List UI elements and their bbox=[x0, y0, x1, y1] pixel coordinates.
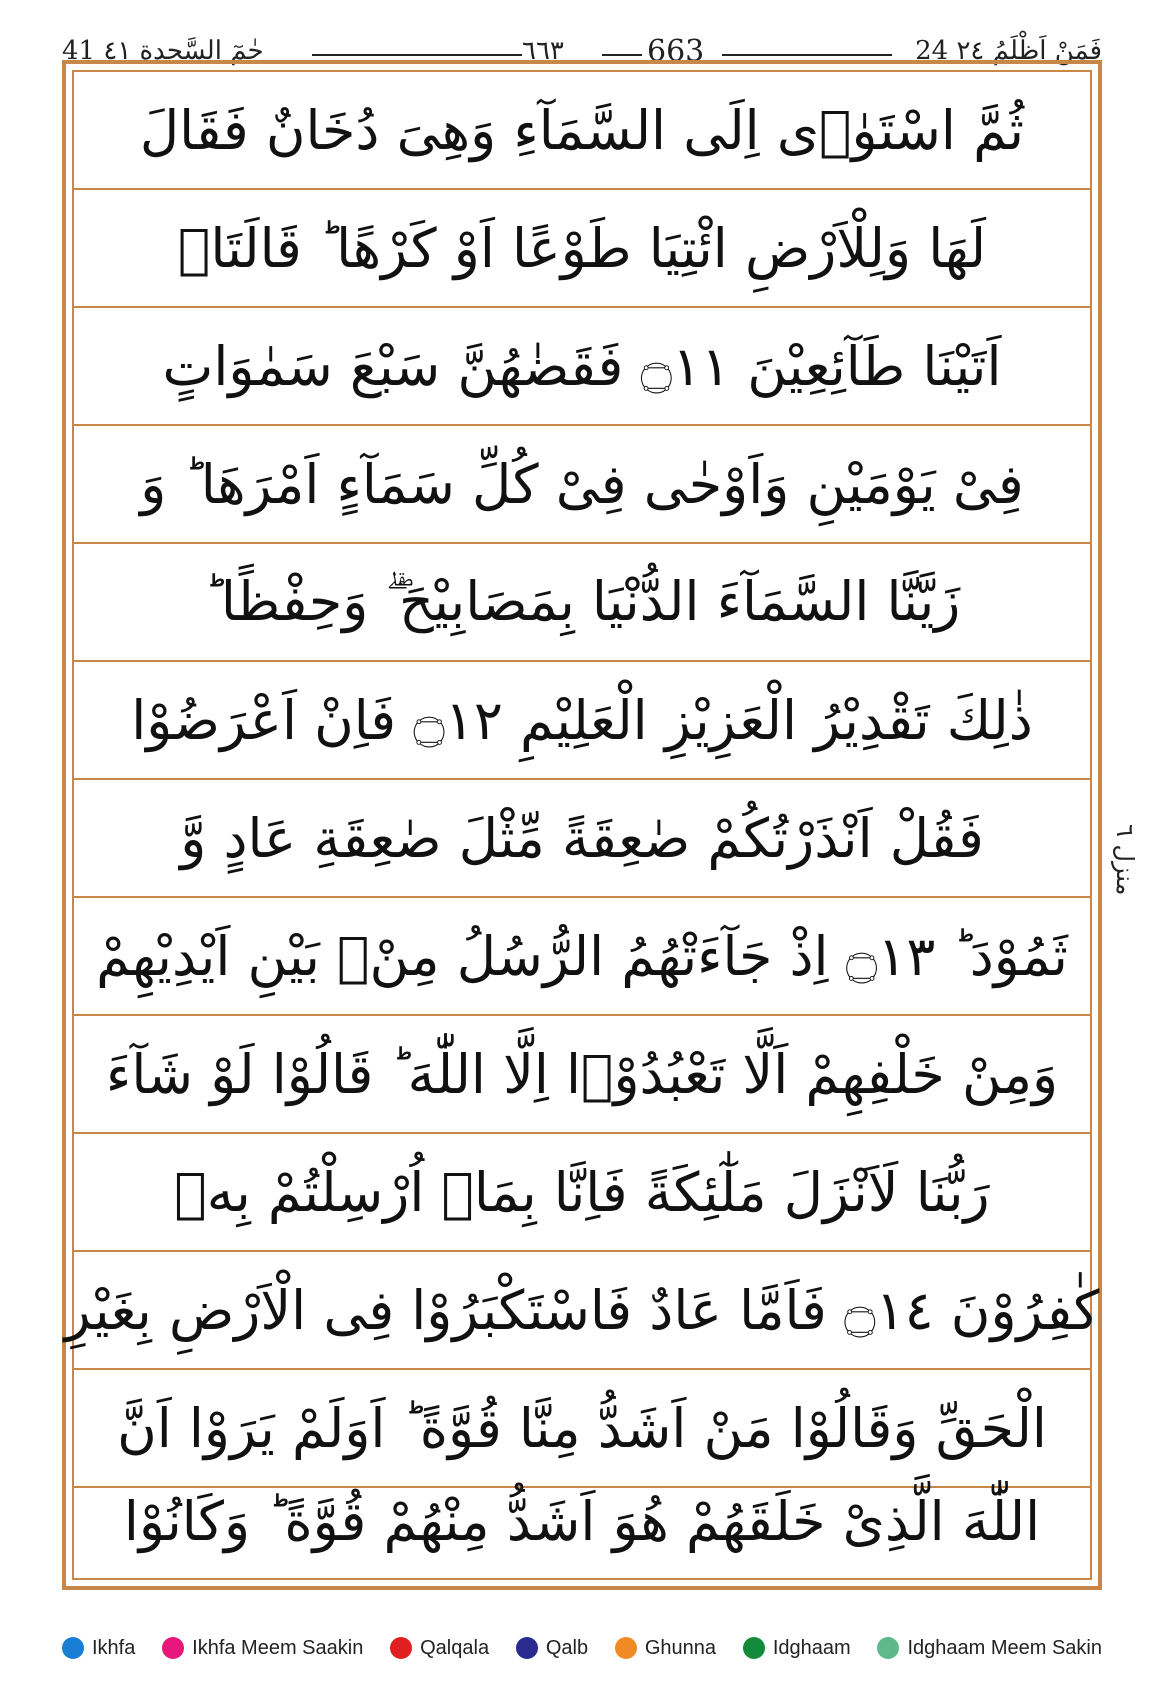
line-text: لَهَا وَلِلْاَرْضِ ائْتِيَا طَوْعًا اَوْ كَرْهًا ؕ قَالَتَاۤ bbox=[177, 216, 987, 280]
manzil-marker: منزل ٦ bbox=[1111, 824, 1139, 896]
page-number-arabic: ٦٦٣ bbox=[522, 36, 564, 66]
legend-label: Idghaam bbox=[772, 1636, 851, 1659]
color-dot-icon bbox=[62, 1637, 84, 1659]
color-dot-icon bbox=[743, 1637, 765, 1659]
quran-line-6 bbox=[72, 662, 1092, 780]
line-text: ثُمَّ اسْتَوٰۤى اِلَى السَّمَآءِ وَهِىَ دُخَانٌ فَقَالَ bbox=[139, 98, 1025, 162]
legend-label: Ikhfa bbox=[92, 1636, 136, 1659]
legend-item-ikhfa bbox=[62, 1637, 135, 1660]
line-text: اللّٰهَ الَّذِىْ خَلَقَهُمْ هُوَ اَشَدُّ مِنْهُمْ قُوَّةً ؕ وَكَانُوْا bbox=[123, 1489, 1041, 1553]
tajweed-legend bbox=[62, 1630, 1102, 1666]
header-rule-right bbox=[722, 54, 892, 56]
color-dot-icon bbox=[516, 1637, 538, 1659]
header-rule-left bbox=[312, 54, 522, 56]
quran-line-11 bbox=[64, 1252, 1100, 1370]
surah-label-left: 41 حٰمٓ السَّجدة ٤١ bbox=[62, 36, 264, 66]
quran-line-8 bbox=[72, 898, 1092, 1016]
legend-item-ghunna bbox=[615, 1637, 716, 1660]
line-text: زَيَّنَّا السَّمَآءَ الدُّنْيَا بِمَصَابِيْحَ ۖۗ وَحِفْظًا ؕ bbox=[203, 570, 961, 633]
legend-item-idghaam-meem-sakin bbox=[877, 1637, 1102, 1660]
legend-item-idghaam bbox=[743, 1637, 851, 1660]
quran-line-7 bbox=[72, 780, 1092, 898]
quran-line-13 bbox=[72, 1462, 1092, 1580]
quran-line-9 bbox=[72, 1016, 1092, 1134]
color-dot-icon bbox=[877, 1637, 899, 1659]
quran-line-10 bbox=[72, 1134, 1092, 1252]
quran-line-1 bbox=[72, 72, 1092, 190]
legend-label: Idghaam Meem Sakin bbox=[907, 1636, 1102, 1659]
quran-line-5 bbox=[72, 544, 1092, 662]
legend-label: Ikhfa Meem Saakin bbox=[192, 1636, 364, 1659]
page-number: 663 bbox=[647, 34, 705, 69]
line-text: فِىْ يَوْمَيْنِ وَاَوْحٰى فِىْ كُلِّ سَمَآءٍ اَمْرَهَا ؕ وَ bbox=[140, 452, 1024, 516]
legend-label: Qalqala bbox=[420, 1636, 490, 1659]
line-text: رَبُّنَا لَاَنْزَلَ مَلٰٓئِكَةً فَاِنَّا بِمَاۤ اُرْسِلْتُمْ بِهٖ bbox=[174, 1160, 990, 1224]
color-dot-icon bbox=[162, 1637, 184, 1659]
legend-item-qalb bbox=[516, 1637, 588, 1660]
line-text: اَتَيْنَا طَآئِعِيْنَ ۝١١ فَقَضٰهُنَّ سَبْعَ سَمٰوَاتٍ bbox=[162, 334, 1002, 398]
line-text: الْحَقِّ وَقَالُوْا مَنْ اَشَدُّ مِنَّا قُوَّةً ؕ اَوَلَمْ يَرَوْا اَنَّ bbox=[117, 1396, 1047, 1460]
line-text: وَمِنْ خَلْفِهِمْ اَلَّا تَعْبُدُوْۤا اِلَّا اللّٰهَ ؕ قَالُوْا لَوْ شَآءَ bbox=[105, 1042, 1059, 1106]
quran-line-4 bbox=[72, 426, 1092, 544]
line-text: ثَمُوْدَ ؕ ۝١٣ اِذْ جَآءَتْهُمُ الرُّسُلُ مِنْۢ بَيْنِ اَيْدِيْهِمْ bbox=[96, 924, 1068, 988]
color-dot-icon bbox=[615, 1637, 637, 1659]
line-text: ذٰلِكَ تَقْدِيْرُ الْعَزِيْزِ الْعَلِيْمِ ۝١٢ فَاِنْ اَعْرَضُوْا bbox=[131, 688, 1033, 752]
surah-part-label-right: 24 فَمَنْ اَظْلَمُ ٢٤ bbox=[915, 36, 1102, 66]
quran-line-3 bbox=[72, 308, 1092, 426]
legend-item-ikhfa-meem-saakin bbox=[162, 1637, 363, 1660]
legend-label: Ghunna bbox=[644, 1636, 717, 1659]
line-text: كٰفِرُوْنَ ۝١٤ فَاَمَّا عَادٌ فَاسْتَكْبَرُوْا فِى الْاَرْضِ بِغَيْرِ bbox=[64, 1278, 1100, 1342]
line-text: فَقُلْ اَنْذَرْتُكُمْ صٰعِقَةً مِّثْلَ صٰعِقَةِ عَادٍ وَّ bbox=[180, 806, 984, 870]
legend-item-qalqala bbox=[390, 1637, 489, 1660]
color-dot-icon bbox=[390, 1637, 412, 1659]
legend-label: Qalb bbox=[545, 1636, 589, 1659]
quran-line-2 bbox=[72, 190, 1092, 308]
header-rule-mid bbox=[602, 54, 642, 56]
